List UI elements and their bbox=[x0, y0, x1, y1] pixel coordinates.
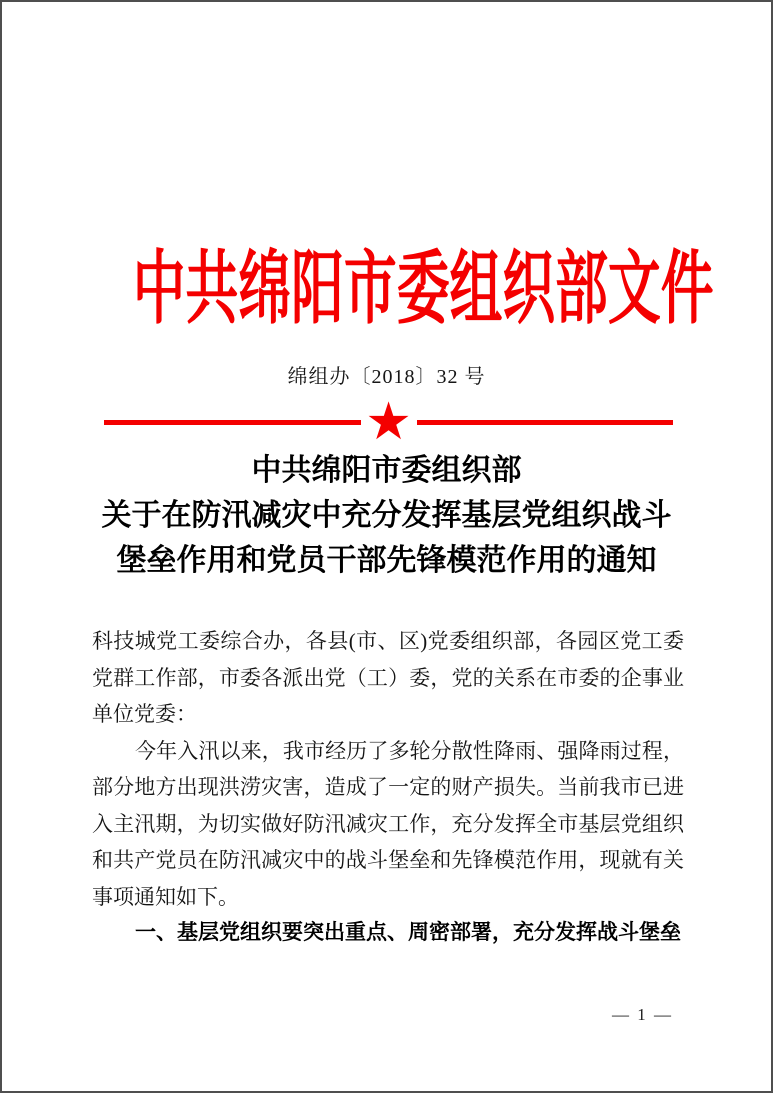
paragraph-section-heading: 一、基层党组织要突出重点、周密部署，充分发挥战斗堡垒 bbox=[135, 921, 681, 944]
document-number: 绵组办〔2018〕32 号 bbox=[287, 366, 486, 388]
red-rule-left-segment bbox=[104, 420, 361, 425]
document-title bbox=[2, 448, 771, 583]
paragraph-intro: 今年入汛以来，我市经历了多轮分散性降雨、强降雨过程，部分地方出现洪涝灾害，造成了一定的财产损失。当前我市已进入主汛期，为切实做好防汛减灾工作，充分发挥全市基层党组织和共产党员在防汛减灾中的战斗堡垒和先锋模范作用，现就有关事项通知如下。 bbox=[92, 738, 684, 909]
red-letterhead-title: 中共绵阳市委组织部文件 bbox=[132, 246, 714, 334]
title-line-3: 堡垒作用和党员干部先锋模范作用的通知 bbox=[116, 544, 657, 577]
title-line-2: 关于在防汛减灾中充分发挥基层党组织战斗 bbox=[101, 499, 672, 532]
star-icon: ★ bbox=[365, 392, 412, 452]
red-divider-rule bbox=[104, 392, 673, 452]
paragraph-addressee: 科技城党工委综合办，各县(市、区)党委组织部，各园区党工委党群工作部，市委各派出党（工）委，党的关系在市委的企事业单位党委： bbox=[92, 629, 684, 726]
title-line-1: 中共绵阳市委组织部 bbox=[251, 454, 522, 487]
page-number: — 1 — bbox=[612, 1005, 673, 1024]
red-rule-right-segment bbox=[417, 420, 674, 425]
document-body bbox=[92, 623, 684, 952]
